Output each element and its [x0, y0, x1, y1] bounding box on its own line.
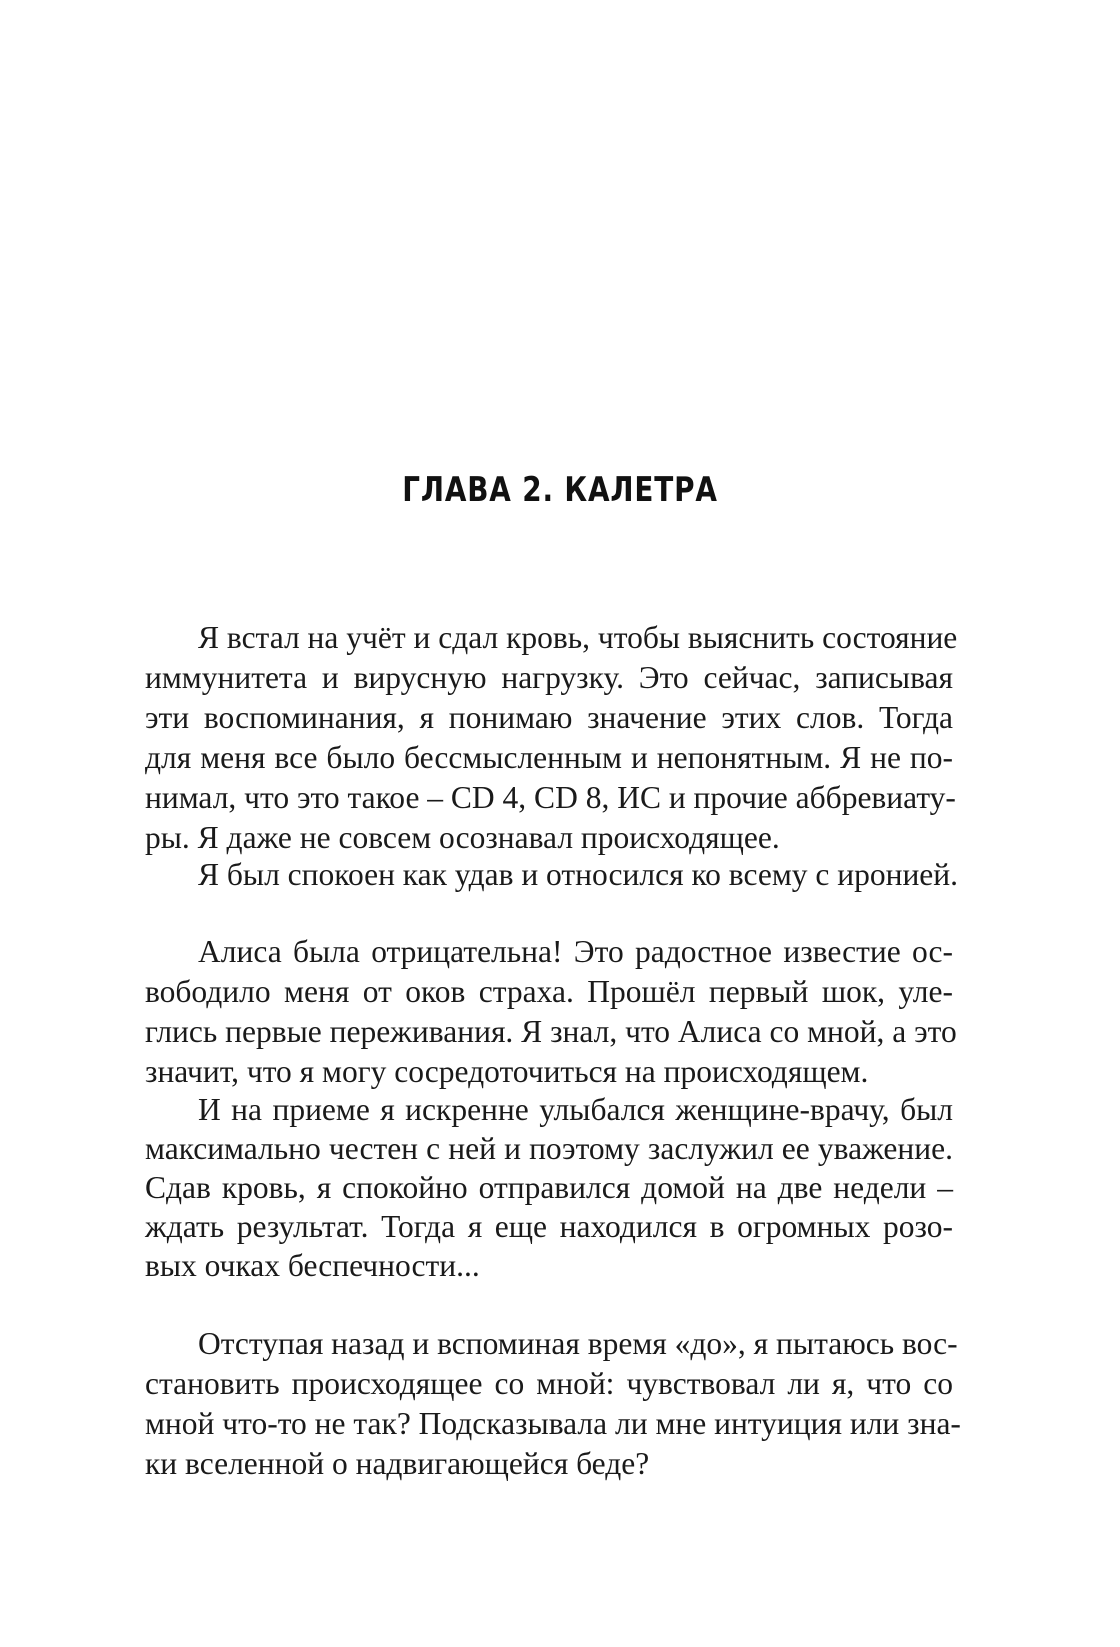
paragraph-4-line-5: вых очках беспечности... — [145, 1248, 480, 1283]
paragraph-4-line-3: Сдав кровь, я спокойно отправился домой на две недели – — [145, 1170, 953, 1205]
paragraph-3-line-3: глись первые переживания. Я знал, что Алиса со мной, а это — [145, 1014, 957, 1049]
paragraph-1-line-6: ры. Я даже не совсем осознавал происходящее. — [145, 820, 780, 855]
paragraph-1-line-2: иммунитета и вирусную нагрузку. Это сейчас, записывая — [145, 660, 953, 695]
chapter-title: ГЛАВА 2. КАЛЕТРА — [402, 470, 718, 510]
paragraph-1-line-1: Я встал на учёт и сдал кровь, чтобы выяснить состояние — [198, 620, 958, 655]
paragraph-5-line-1: Отступая назад и вспоминая время «до», я пытаюсь вос- — [198, 1326, 958, 1361]
paragraph-4-line-2: максимально честен с ней и поэтому заслужил ее уважение. — [145, 1131, 953, 1166]
paragraph-3-line-4: значит, что я могу сосредоточиться на происходящем. — [145, 1054, 869, 1089]
paragraph-4-line-1: И на приеме я искренне улыбался женщине-врачу, был — [198, 1092, 953, 1127]
paragraph-1-line-3: эти воспоминания, я понимаю значение этих слов. Тогда — [145, 700, 953, 735]
paragraph-3-line-2: вободило меня от оков страха. Прошёл первый шок, уле- — [145, 974, 953, 1009]
paragraph-1-line-5: нимал, что это такое – CD 4, CD 8, ИС и прочие аббревиату- — [145, 780, 956, 815]
paragraph-5-line-4: ки вселенной о надвигающейся беде? — [145, 1446, 650, 1481]
paragraph-5-line-3: мной что-то не так? Подсказывала ли мне интуиция или зна- — [145, 1406, 961, 1441]
paragraph-2-line-1: Я был спокоен как удав и относился ко всему с иронией. — [198, 857, 959, 892]
paragraph-1-line-4: для меня все было бессмысленным и непонятным. Я не по- — [145, 740, 953, 775]
paragraph-4-line-4: ждать результат. Тогда я еще находился в огромных розо- — [145, 1209, 953, 1244]
paragraph-3-line-1: Алиса была отрицательна! Это радостное известие ос- — [198, 934, 953, 969]
paragraph-5-line-2: становить происходящее со мной: чувствовал ли я, что со — [145, 1366, 953, 1401]
